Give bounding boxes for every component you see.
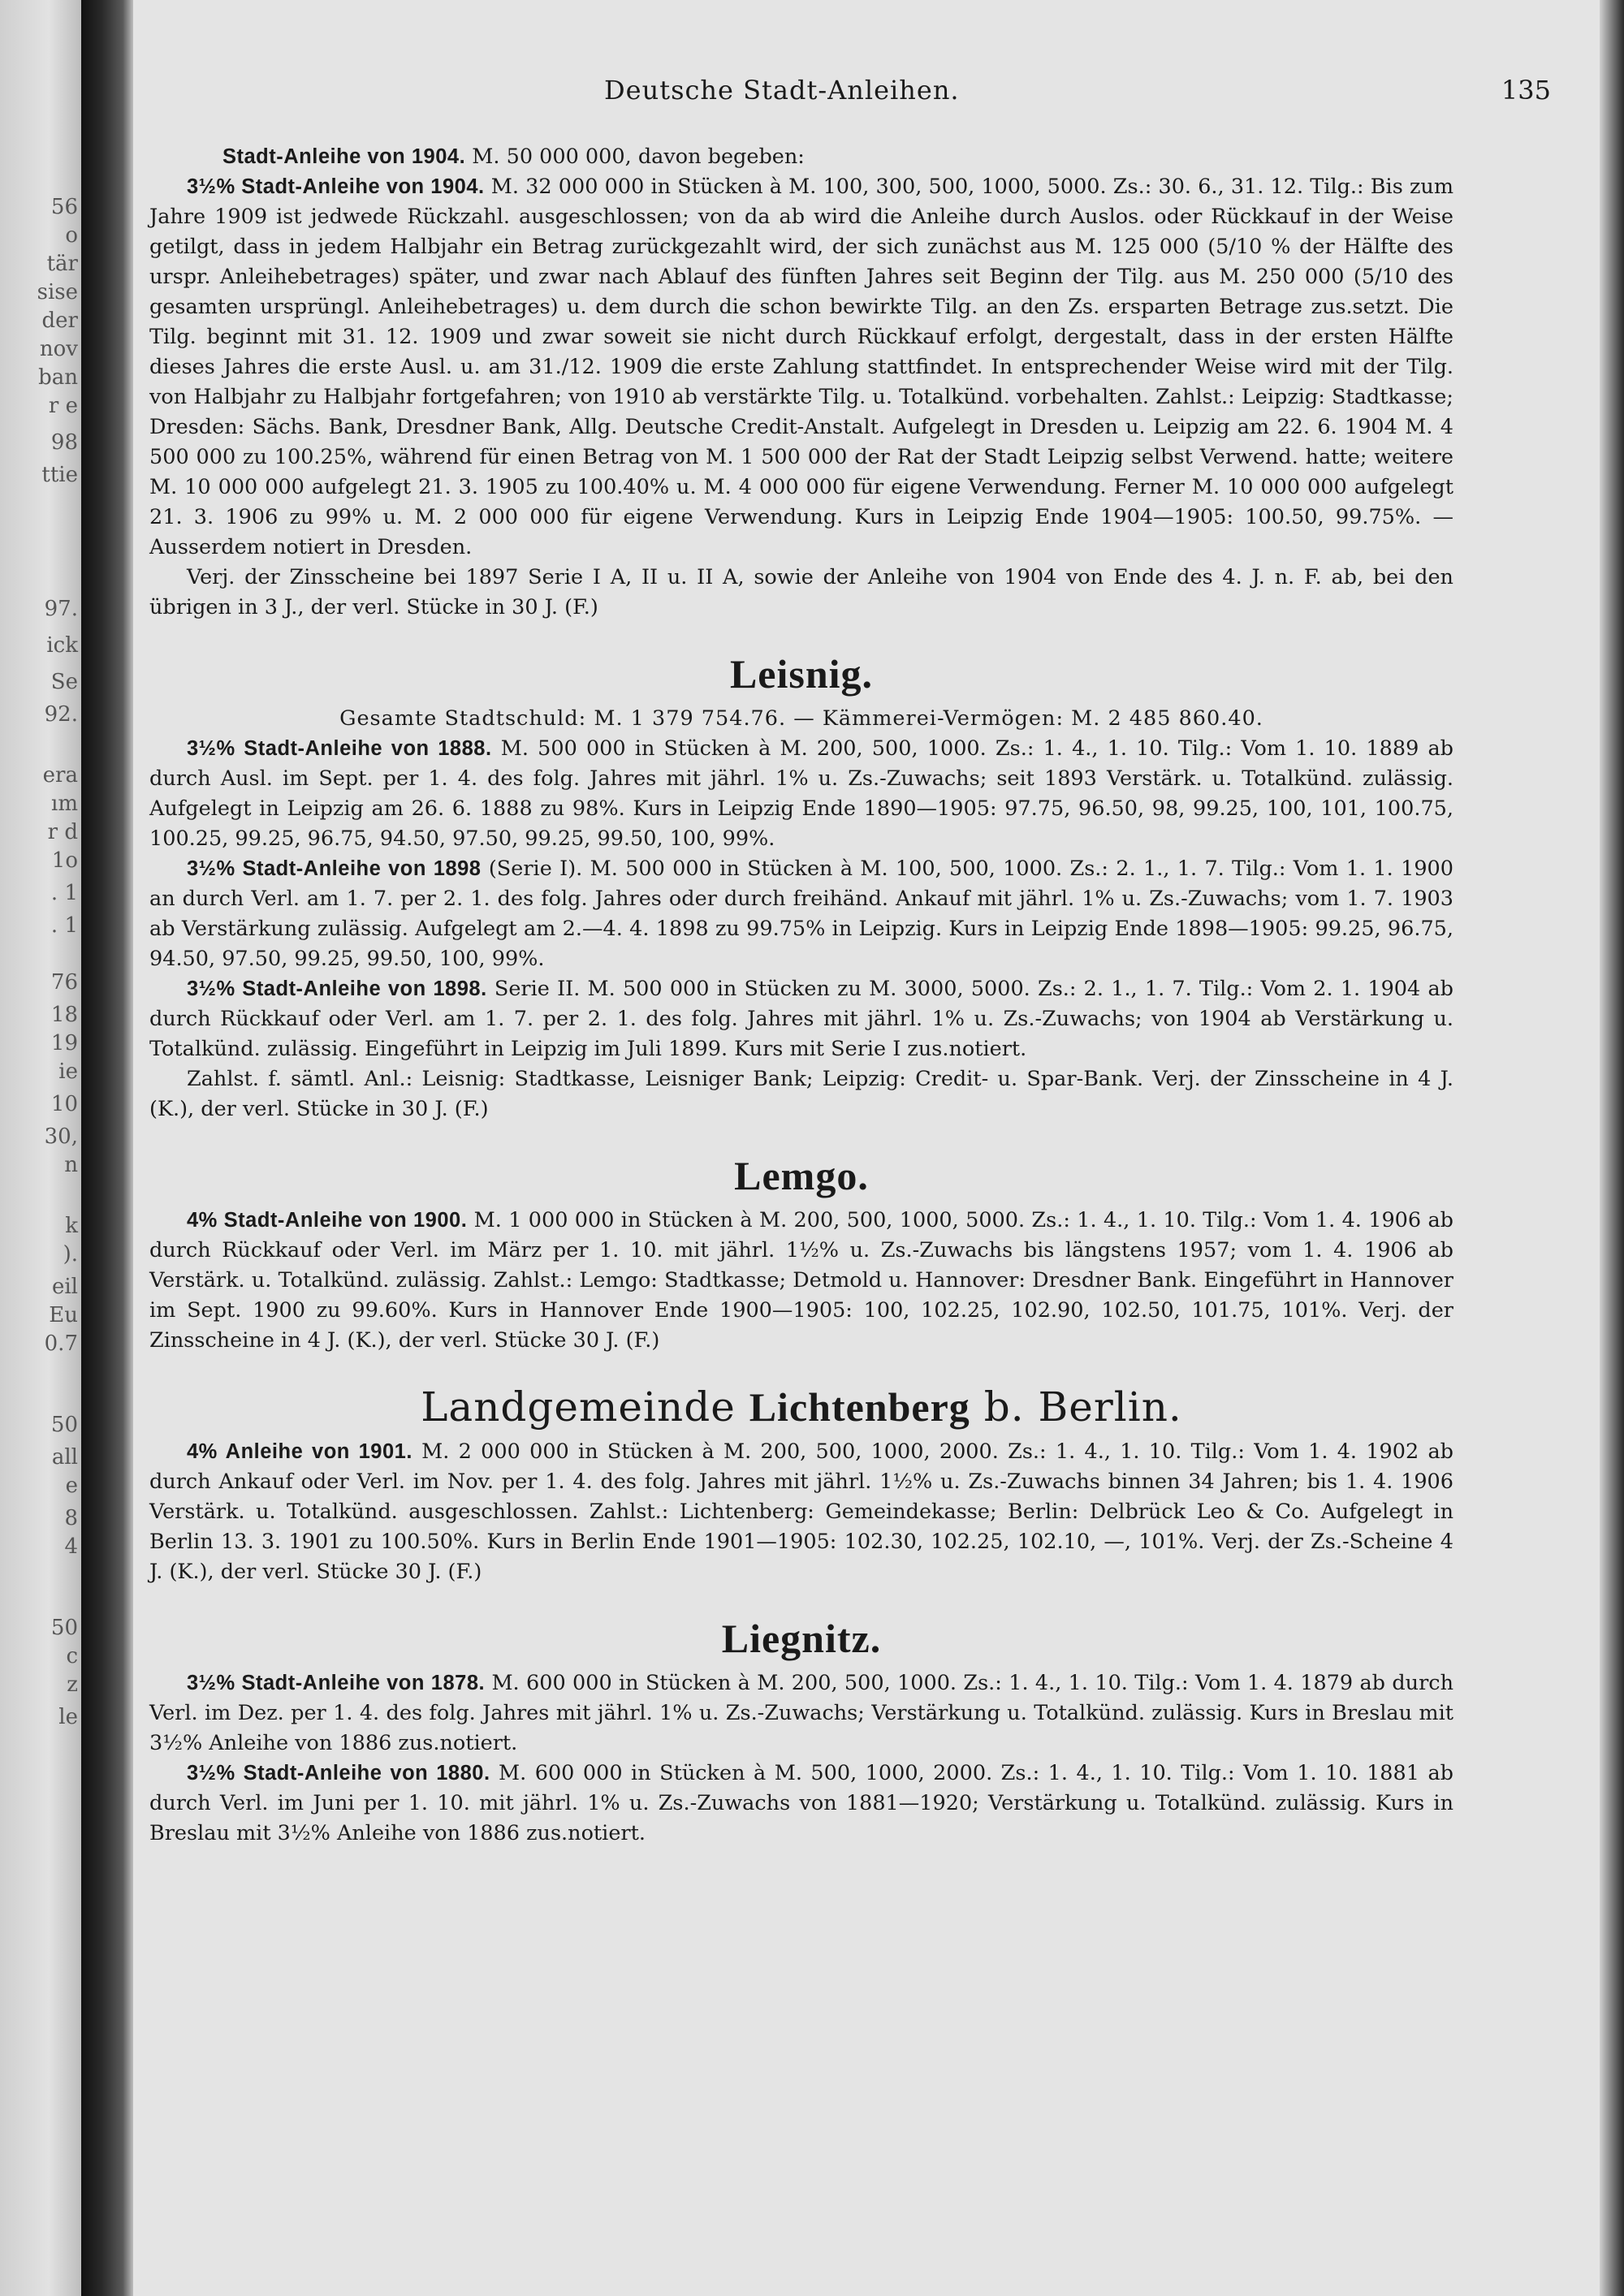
margin-fragment: r e	[48, 394, 78, 418]
paragraph: Verj. der Zinsscheine bei 1897 Serie I A, II u. II A, sowie der Anleihe von 1904 von Ende des 4. J. n. F. ab, bei den übrigen in 3 J., der verl. Stücke in 30 J. (F.)	[149, 565, 1453, 619]
margin-fragment: c	[66, 1644, 78, 1668]
margin-fragment: k	[65, 1214, 78, 1238]
margin-fragment: 98	[50, 430, 78, 455]
running-head-title: Deutsche Stadt-Anleihen.	[604, 75, 960, 106]
margin-fragment: 50	[50, 1413, 78, 1437]
margin-fragment: ).	[63, 1242, 78, 1267]
margin-fragment: z	[67, 1672, 78, 1697]
margin-fragment: Eu	[49, 1303, 78, 1327]
city-heading: Lemgo.	[734, 1153, 869, 1198]
margin-fragment: 4	[64, 1534, 78, 1559]
margin-fragment: . 1	[50, 881, 78, 905]
paragraph: 3½% Stadt-Anleihe von 1898 (Serie I). M. 500 000 in Stücken à M. 100, 500, 1000. Zs.: 2. 1., 1. 7. Tilg.: Vom 1. 1. 1900 an durch Verl. am 1. 7. per 2. 1. des folg. Jahres oder durch freihänd. Ankauf mit jährl. 1% u. Zs.-Zuwachs; vom 1. 7. 1903 ab Verstärkung zulässig. Aufgelegt am 2.—4. 4. 1898 zu 99.75% in Leipzig. Kurs in Leipzig Ende 1898—1905: 99.25, 96.75, 94.50, 97.50, 99.25, 99.50, 100, 99%.	[149, 857, 1453, 971]
margin-fragment: ım	[51, 792, 78, 816]
running-head	[133, 75, 1600, 115]
page-number: 135	[1501, 75, 1551, 106]
margin-fragment: era	[42, 763, 78, 788]
margin-fragment: Se	[50, 670, 78, 694]
margin-fragment: n	[64, 1153, 78, 1177]
margin-fragment: 1o	[51, 848, 78, 873]
margin-fragment: o	[65, 223, 78, 248]
margin-fragment: 56	[50, 195, 78, 219]
margin-fragment: ick	[46, 633, 78, 658]
paragraph: Zahlst. f. sämtl. Anl.: Leisnig: Stadtkasse, Leisniger Bank; Leipzig: Credit- u. Spar-Bank. Verj. der Zinsscheine in 4 J. (K.), der verl. Stücke in 30 J. (F.)	[149, 1067, 1453, 1121]
book-binding-shadow	[81, 0, 133, 2296]
paragraph: 4% Stadt-Anleihe von 1900. M. 1 000 000 in Stücken à M. 200, 500, 1000, 5000. Zs.: 1. 4., 1. 10. Tilg.: Vom 1. 4. 1906 ab durch Rückkauf oder Verl. im März per 1. 10. mit jährl. 1½% u. Zs.-Zuwachs bis längstens 1957; vom 1. 4. 1906 ab Verstärk. u. Totalkünd. zulässig. Zahlst.: Lemgo: Stadtkasse; Detmold u. Hannover: Dresdner Bank. Eingeführt in Hannover im Sept. 1900 zu 99.60%. Kurs in Hannover Ende 1900—1905: 100, 102.25, 102.90, 102.50, 101.75, 101%. Verj. der Zinsscheine in 4 J. (K.), der verl. Stücke 30 J. (F.)	[149, 1208, 1453, 1353]
section-lemgo	[149, 1152, 1453, 1356]
city-heading: Liegnitz.	[721, 1616, 882, 1661]
paragraph: 3½% Stadt-Anleihe von 1888. M. 500 000 in Stücken à M. 200, 500, 1000. Zs.: 1. 4., 1. 10. Tilg.: Vom 1. 10. 1889 ab durch Ausl. im Sept. per 1. 4. des folg. Jahres mit jährl. 1% u. Zs.-Zuwachs; seit 1893 Verstärk. u. Totalkünd. zulässig. Aufgelegt in Leipzig am 26. 6. 1888 zu 98%. Kurs in Leipzig Ende 1890—1905: 97.75, 96.50, 98, 99.25, 100, 101, 100.75, 100.25, 99.25, 96.75, 94.50, 97.50, 99.25, 99.50, 100, 99%.	[149, 736, 1453, 851]
margin-fragment: ie	[58, 1060, 78, 1084]
paragraph: 3½% Stadt-Anleihe von 1898. Serie II. M. 500 000 in Stücken zu M. 3000, 5000. Zs.: 2. 1., 1. 7. Tilg.: Vom 2. 1. 1904 ab durch Rückkauf oder Verl. am 1. 7. per 2. 1. des folg. Jahres mit jährl. 1% u. Zs.-Zuwachs; von 1904 ab Verstärkung u. Totalkünd. zulässig. Eingeführt in Leipzig im Juli 1899. Kurs mit Serie I zus.notiert.	[149, 977, 1453, 1061]
margin-fragment: ban	[38, 365, 78, 390]
margin-fragment: . 1	[50, 913, 78, 938]
city-heading: Leisnig.	[729, 651, 874, 697]
margin-fragment: 19	[50, 1031, 78, 1055]
margin-fragment: sise	[37, 280, 78, 304]
section-leipzig	[149, 142, 1453, 623]
margin-fragment: 0.7	[44, 1331, 78, 1356]
margin-fragment: ttie	[41, 463, 78, 487]
paragraph: 4% Anleihe von 1901. M. 2 000 000 in Stücken à M. 200, 500, 1000, 2000. Zs.: 1. 4., 1. 10. Tilg.: Vom 1. 4. 1902 ab durch Ankauf oder Verl. im Nov. per 1. 4. des folg. Jahres mit jährl. 1½% u. Zs.-Zuwachs binnen 34 Jahren; bis 1. 4. 1906 Verstärk. u. Totalkünd. ausgeschlossen. Zahlst.: Lichtenberg: Gemeindekasse; Berlin: Delbrück Leo & Co. Aufgelegt in Berlin 13. 3. 1901 zu 100.50%. Kurs in Berlin Ende 1901—1905: 102.30, 102.25, 102.10, —, 101%. Verj. der Zs.-Scheine 4 J. (K.), der verl. Stücke 30 J. (F.)	[149, 1439, 1453, 1584]
margin-fragment: nov	[39, 337, 78, 361]
section-liegnitz	[149, 1615, 1453, 1849]
debt-summary: Gesamte Stadtschuld: M. 1 379 754.76. — Kämmerei-Vermögen: M. 2 485 860.40.	[339, 706, 1263, 731]
margin-fragment: 30,	[44, 1124, 78, 1149]
margin-fragment: r d	[47, 820, 78, 844]
paragraph: 3½% Stadt-Anleihe von 1904. M. 32 000 000 in Stücken à M. 100, 300, 500, 1000, 5000. Zs.: 30. 6., 31. 12. Tilg.: Bis zum Jahre 1909 ist jedwede Rückzahl. ausgeschlossen; von da ab wird die Anleihe durch Auslos. oder Rückkauf in der Weise getilgt, dass in jedem Halbjahr ein Betrag zurückgezahlt wird, der sich zunächst aus M. 125 000 (5/10 % der Hälfte des urspr. Anleihebetrages) später, und zwar nach Ablauf des fünften Jahres seit Beginn der Tilg. aus M. 250 000 (5/10 des gesamten ursprüngl. Anleihebetrages) u. dem durch die schon bewirkte Tilg. an den Zs. ersparten Betrage zus.setzt. Die Tilg. beginnt mit 31. 12. 1909 und zwar soweit sie nicht durch Rückkauf erfolgt, dergestalt, dass in der ersten Hälfte dieses Jahres die erste Ausl. u. am 31./12. 1909 die erste Zahlung stattfindet. In entsprechender Weise wird mit der Tilg. von Halbjahr zu Halbjahr fortgefahren; von 1910 ab verstärkte Tilg. u. Totalkünd. vorbehalten. Zahlst.: Leipzig: Stadtkasse; Dresden: Sächs. Bank, Dresdner Bank, Allg. Deutsche Credit-Anstalt. Aufgelegt in Dresden u. Leipzig am 22. 6. 1904 M. 4 500 000 zu 100.25%, während für einen Betrag von M. 1 500 000 der Rat der Stadt Leipzig selbst Verwend. hatte; weitere M. 10 000 000 aufgelegt 21. 3. 1905 zu 100.40% u. M. 4 000 000 für eigene Verwendung. Ferner M. 10 000 000 aufgelegt 21. 3. 1906 zu 99% u. M. 2 000 000 für eigene Verwendung. Kurs in Leipzig Ende 1904—1905: 100.50, 99.75%. — Ausserdem notiert in Dresden.	[149, 175, 1453, 559]
book-page	[133, 0, 1600, 2296]
margin-fragment: le	[58, 1705, 78, 1729]
paragraph: 3½% Stadt-Anleihe von 1880. M. 600 000 in Stücken à M. 500, 1000, 2000. Zs.: 1. 4., 1. 10. Tilg.: Vom 1. 10. 1881 ab durch Verl. im Juni per 1. 10. mit jährl. 1% u. Zs.-Zuwachs von 1881—1920; Verstärkung u. Totalkünd. zulässig. Kurs in Breslau mit 3½% Anleihe von 1886 zus.notiert.	[149, 1761, 1453, 1845]
section-leisnig	[149, 650, 1453, 1124]
paragraph: Stadt-Anleihe von 1904. M. 50 000 000, davon begeben:	[222, 145, 805, 169]
margin-fragment: 10	[50, 1092, 78, 1116]
page-content	[149, 142, 1453, 1849]
section-lichtenberg	[149, 1383, 1453, 1587]
margin-fragment: 92.	[44, 702, 78, 727]
margin-fragment: 8	[64, 1506, 78, 1530]
margin-fragment: tär	[46, 252, 78, 276]
page-edge-right	[1600, 0, 1624, 2296]
margin-fragment: e	[65, 1474, 78, 1498]
margin-fragment: 18	[50, 1003, 78, 1027]
margin-fragment: der	[41, 309, 78, 333]
margin-fragment: 76	[50, 970, 78, 995]
paragraph: 3½% Stadt-Anleihe von 1878. M. 600 000 in Stücken à M. 200, 500, 1000. Zs.: 1. 4., 1. 10. Tilg.: Vom 1. 4. 1879 ab durch Verl. im Dez. per 1. 4. des folg. Jahres mit jährl. 1% u. Zs.-Zuwachs; Verstärkung u. Totalkünd. zulässig. Kurs in Breslau mit 3½% Anleihe von 1886 zus.notiert.	[149, 1671, 1453, 1755]
previous-page-edge	[0, 0, 81, 2296]
margin-fragment: 97.	[44, 597, 78, 621]
margin-fragment: all	[51, 1445, 78, 1470]
city-heading: Landgemeinde Lichtenberg b. Berlin.	[421, 1383, 1182, 1431]
margin-fragment: eil	[51, 1275, 78, 1299]
margin-fragment: 50	[50, 1616, 78, 1640]
